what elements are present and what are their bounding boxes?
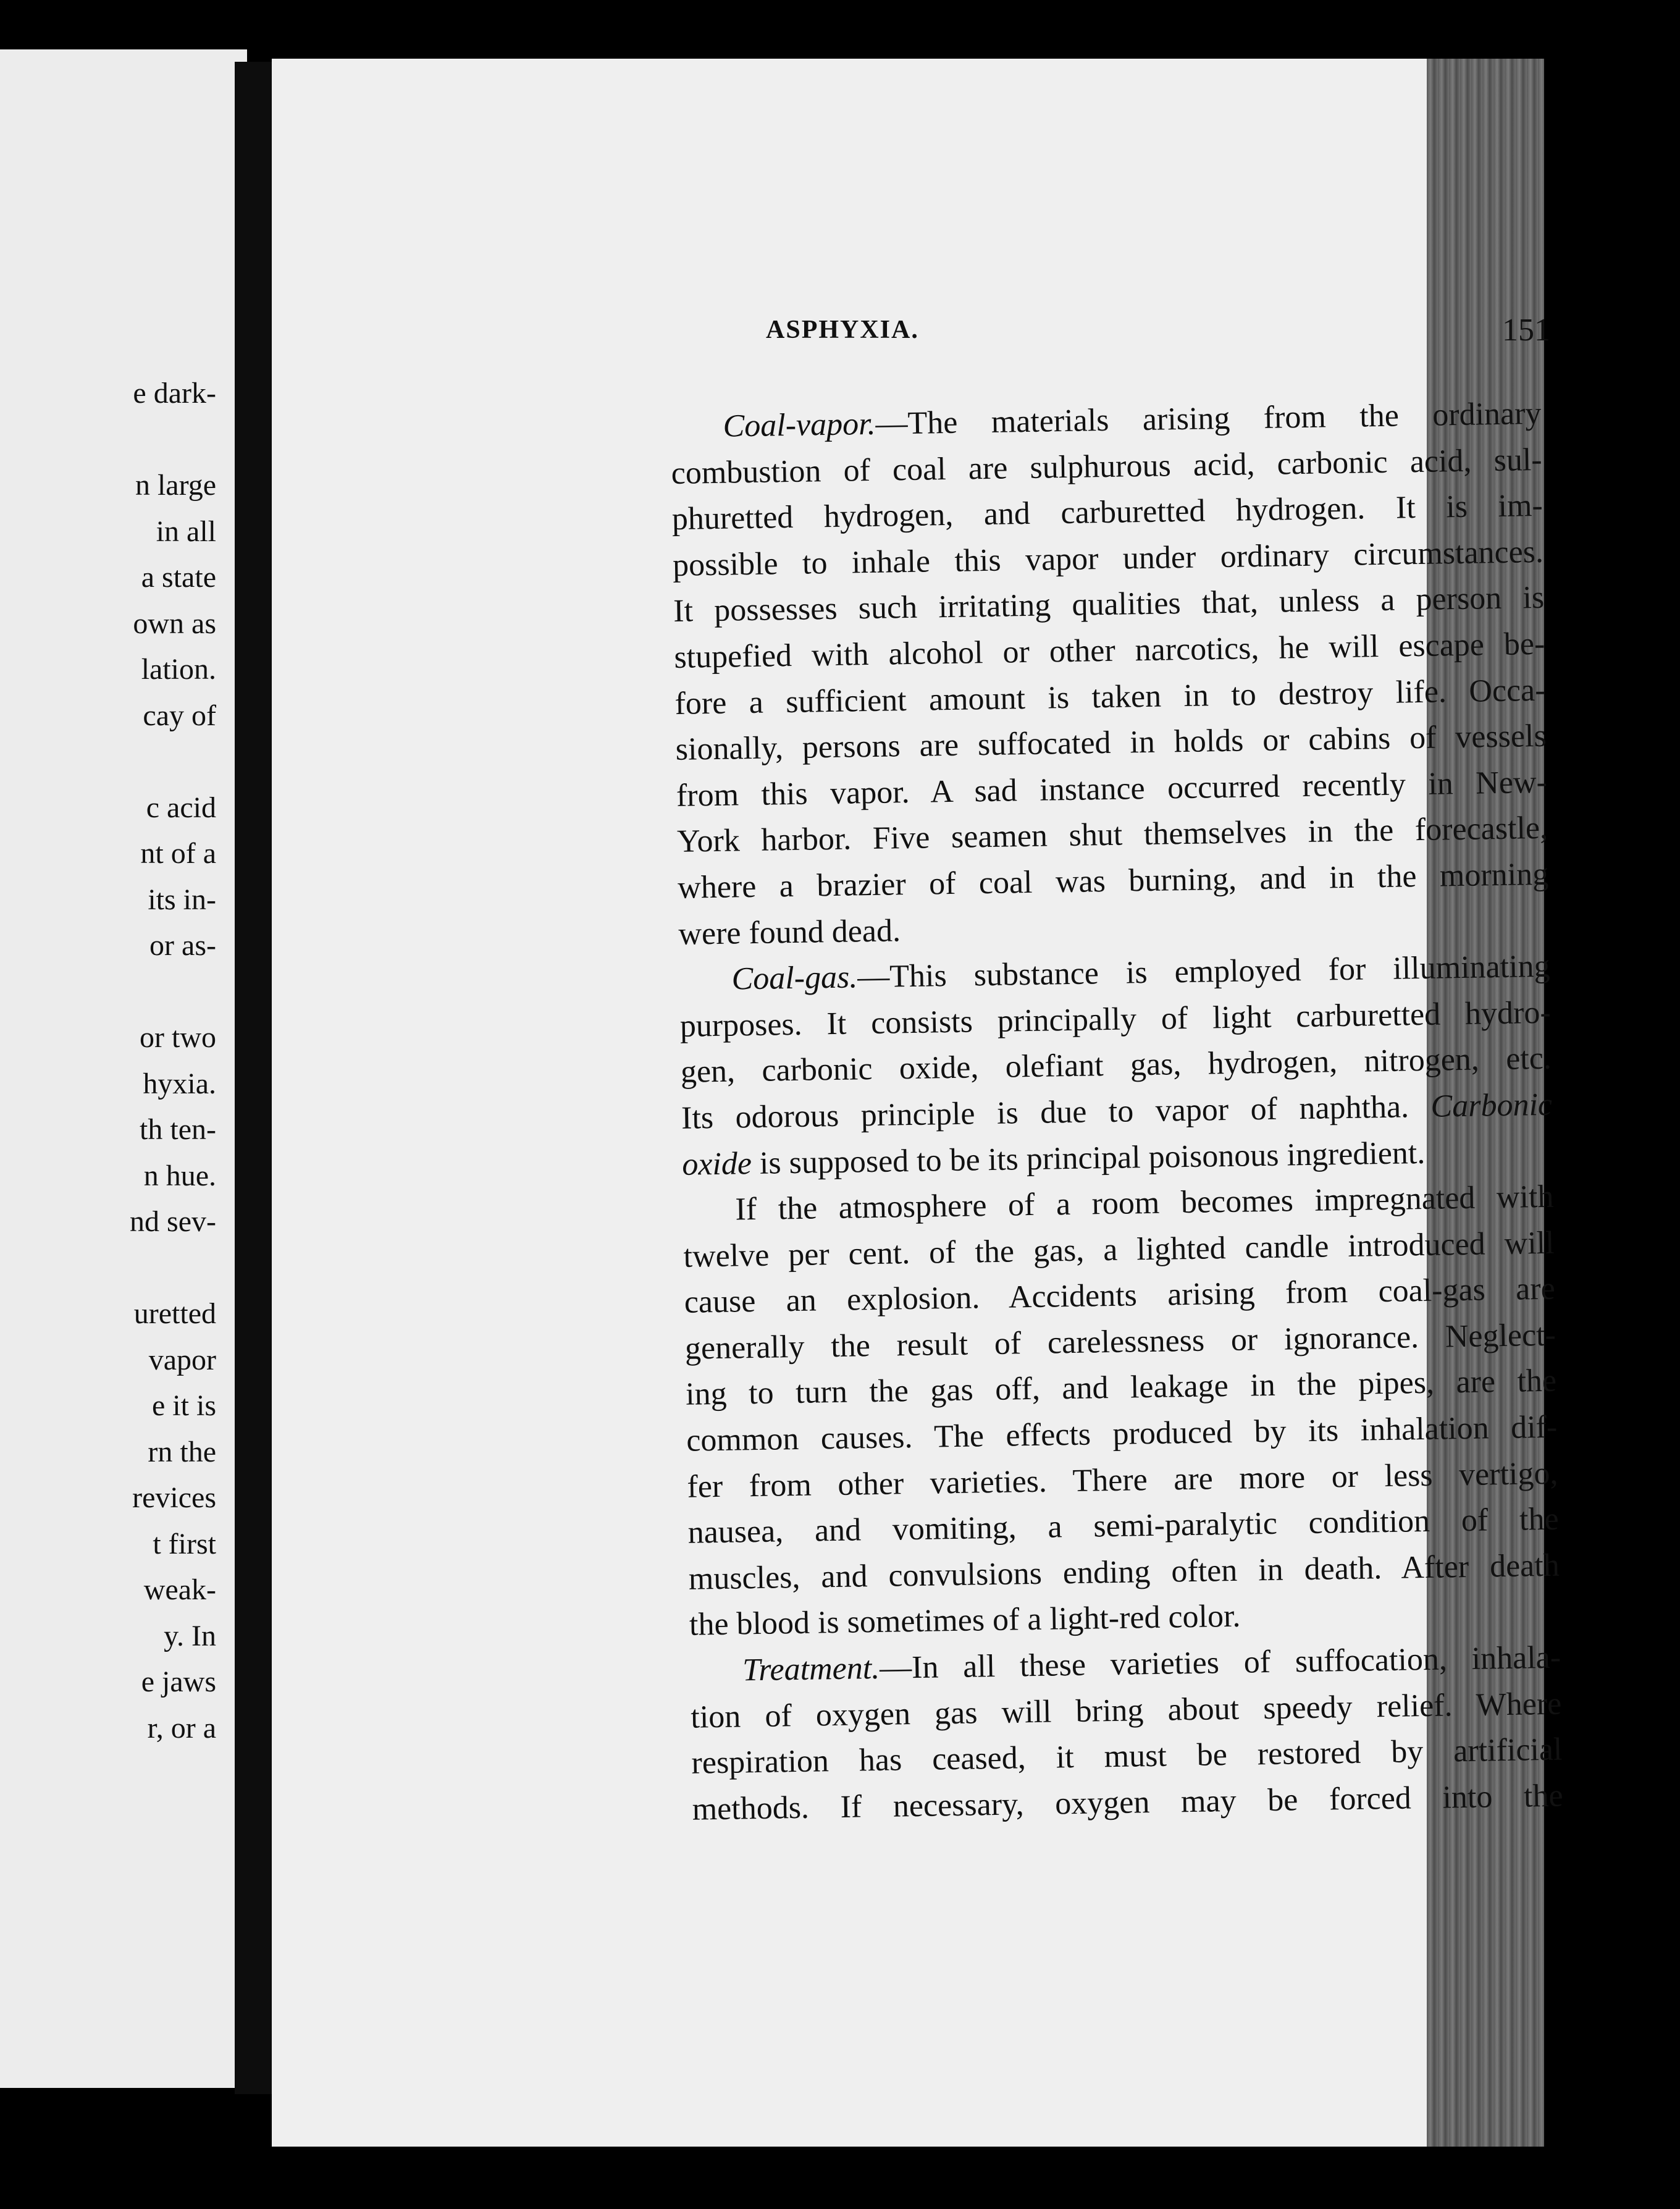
- left-page-fragment: own as: [133, 607, 216, 640]
- left-page-fragment: hyxia.: [143, 1067, 216, 1100]
- left-page-fragment: or as-: [149, 929, 216, 962]
- left-page-fragment: n hue.: [143, 1159, 216, 1192]
- text-line: combustion of coal are sulphurous acid, carbonic acid, sul-: [671, 442, 1543, 491]
- text-line: Coal-vapor.—The materials arising from the ordinary: [723, 395, 1542, 444]
- page-number: 151: [1502, 313, 1550, 348]
- left-page-fragment: e dark-: [133, 377, 216, 410]
- section-label: Coal-gas.: [731, 959, 858, 997]
- text-line: muscles, and convulsions ending often in death. After death: [688, 1547, 1560, 1597]
- left-page-fragment: weak-: [143, 1573, 216, 1606]
- left-page-fragment: [130, 417, 216, 463]
- left-page-fragment: c acid: [146, 791, 216, 824]
- text-line: gen, carbonic oxide, olefiant gas, hydrogen, nitrogen, etc.: [680, 1041, 1552, 1090]
- left-page-fragment: in all: [156, 515, 216, 548]
- paragraph-coal-vapor: [670, 391, 1550, 957]
- paragraph-atmosphere: [682, 1174, 1561, 1649]
- left-page-fragment: [130, 739, 216, 785]
- text-line: methods. If necessary, oxygen may be forced into the: [692, 1778, 1563, 1827]
- left-page-fragment: revices: [132, 1481, 216, 1514]
- text-line: were found dead.: [678, 912, 901, 952]
- left-page-fragment: its in-: [148, 883, 216, 916]
- body-text: [670, 391, 1563, 1833]
- section-label: Treatment.: [742, 1650, 880, 1688]
- left-page-fragment: or two: [140, 1021, 216, 1054]
- text-line: Its odorous principle is due to vapor of naphtha. Carbonic: [681, 1087, 1553, 1136]
- text-line: generally the result of carelessness or ignorance. Neglect-: [684, 1317, 1556, 1366]
- left-page-fragment: [130, 969, 216, 1016]
- left-page-fragment: uretted: [133, 1297, 216, 1330]
- text-line: where a brazier of coal was burning, and in the morning: [677, 856, 1549, 906]
- left-page-fragment: n large: [135, 469, 216, 502]
- text-line: ing to turn the gas off, and leakage in the pipes, are the: [685, 1363, 1557, 1413]
- text-line: If the atmosphere of a room becomes impregnated with: [735, 1179, 1554, 1227]
- text-line: fer from other varieties. There are more or less vertigo,: [687, 1455, 1558, 1505]
- left-page-text: [130, 371, 216, 1751]
- text-line: cause an explosion. Accidents arising from coal-gas are: [684, 1271, 1556, 1321]
- text-line: purposes. It consists principally of light carburetted hydro-: [679, 995, 1552, 1044]
- text-line: from this vapor. A sad instance occurred recently in New-: [676, 764, 1548, 814]
- left-page-fragment: th ten-: [140, 1113, 216, 1146]
- left-page-fragment: e it is: [152, 1389, 216, 1422]
- text-line: Coal-gas.—This substance is employed for illuminating: [731, 948, 1550, 997]
- text-line: Treatment.—In all these varieties of suffocation, inhala-: [742, 1639, 1561, 1688]
- text-line: nausea, and vomiting, a semi-paralytic condition of the: [687, 1501, 1559, 1551]
- left-page-fragment: vapor: [148, 1343, 216, 1376]
- left-page-fragment: a state: [141, 561, 216, 594]
- text-line: sionally, persons are suffocated in holds or cabins of vessels: [675, 718, 1547, 768]
- text-line: oxide is supposed to be its principal poisonous ingredient.: [681, 1135, 1426, 1182]
- left-page-fragment: nd sev-: [130, 1205, 216, 1238]
- running-head: ASPHYXIA.: [766, 316, 919, 344]
- right-page: [272, 59, 1563, 2147]
- book-spine: [235, 62, 272, 2094]
- italic-term: oxide: [681, 1145, 752, 1182]
- left-page-fragment: e jaws: [141, 1665, 216, 1698]
- text-line: possible to inhale this vapor under ordinary circumstances.: [672, 534, 1544, 583]
- left-page-fragment: t first: [153, 1527, 216, 1560]
- text-line: stupefied with alcohol or other narcotics, he will escape be-: [673, 626, 1545, 675]
- text-line: common causes. The effects produced by its inhalation dif-: [686, 1409, 1558, 1458]
- text-line: tion of oxygen gas will bring about speedy relief. Where: [690, 1686, 1562, 1735]
- text-line: twelve per cent. of the gas, a lighted candle introduced will: [683, 1225, 1555, 1274]
- left-page-fragment: [130, 1245, 216, 1292]
- left-page-fragment: lation.: [141, 653, 216, 686]
- italic-term: Carbonic: [1430, 1087, 1553, 1124]
- text-line: phuretted hydrogen, and carburetted hydrogen. It is im-: [671, 488, 1544, 537]
- text-line: fore a sufficient amount is taken in to destroy life. Occa-: [674, 672, 1546, 722]
- text-line: the blood is sometimes of a light-red color.: [689, 1599, 1241, 1643]
- left-page-fragment: r, or a: [147, 1711, 216, 1744]
- left-page-fragment: y. In: [164, 1619, 216, 1652]
- text-line: It possesses such irritating qualities that, unless a person is: [673, 580, 1545, 629]
- left-page-fragment: nt of a: [140, 837, 216, 870]
- text-line: respiration has ceased, it must be restored by artificial: [691, 1731, 1563, 1781]
- left-page-fragment: cay of: [143, 699, 216, 732]
- left-page-fragment: rn the: [148, 1435, 216, 1468]
- text-line: York harbor. Five seamen shut themselves in the forecastle,: [676, 810, 1548, 860]
- section-label: Coal-vapor.: [723, 406, 876, 444]
- paragraph-treatment: [690, 1635, 1564, 1833]
- paragraph-coal-gas: [679, 944, 1553, 1188]
- left-page: [0, 49, 247, 2088]
